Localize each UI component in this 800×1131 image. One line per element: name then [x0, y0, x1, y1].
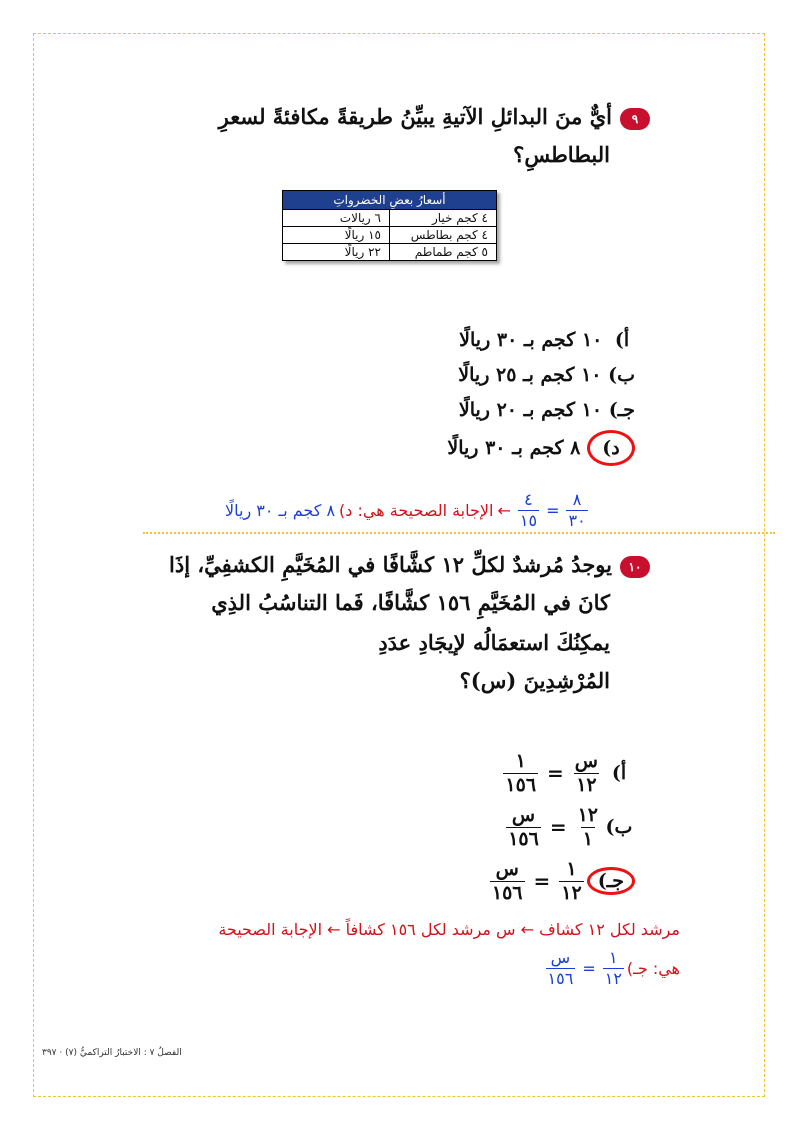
table-row: ٤ كجم بطاطس ١٥ ريالًا: [283, 227, 497, 244]
fraction: $\frac{١}{١٥٦}$: [505, 749, 537, 796]
question-9-answer: ٨ كجم بـ ٣٠ ريالًا الإجابة الصحيحة هي: د) ← $\frac{٤}{١٥}$ = $\frac{٨}{٣٠}$: [225, 489, 586, 530]
question-10-number: ١٠: [620, 556, 650, 578]
page-footer: الفصلُ ٧ : الاختبارُ التراكميُّ (٧) · ٣٩٧: [42, 1048, 182, 1058]
question-10-answer-line2: هي: جـ) $\frac{١}{١٢}$ = $\frac{\text{س}}{١٥٦}$: [547, 948, 680, 988]
page-number: ٣٩٧: [42, 1048, 57, 1058]
fraction: $\frac{\text{س}}{١٥٦}$: [547, 948, 574, 988]
question-10-text: ١٠يوجدُ مُرشدٌ لكلِّ ١٢ كشَّافًا في المُخَيَّمِ الكشفِيِّ، إذَا كانَ في المُخَيَّمِ ١٥٦ كشَّافًا، فَما التناسُبُ الذِي يمكِنُكَ استعمَالُه لإيجَادِ عدَدِ المُرْشِدِينَ (س)؟: [60, 548, 650, 698]
question-9-text: ٩أيٌّ منَ البدائلِ الآتيةِ يبيِّنُ طريقةً مكافئةً لسعرِ: [90, 100, 650, 134]
correct-answer-circle: جـ): [587, 867, 635, 895]
fraction: $\frac{\text{س}}{١٥٦}$: [508, 803, 539, 850]
question-9-text-line2: البطاطسِ؟: [513, 142, 610, 167]
question-9-number: ٩: [620, 108, 650, 130]
table-row: ٥ كجم طماطم ٢٢ ريالًا: [283, 244, 497, 261]
option-c[interactable]: جـ) $\frac{١}{١٢}$ = $\frac{\text{س}}{١٥٦}$: [375, 858, 635, 904]
option-d[interactable]: د) ٨ كجم بـ ٣٠ ريالًا: [335, 430, 635, 460]
correct-answer-circle: د): [587, 430, 635, 466]
option-a[interactable]: أ) ١٠ كجم بـ ٣٠ ريالًا: [459, 329, 630, 351]
fraction: $\frac{٨}{٣٠}$: [568, 489, 586, 530]
fraction: $\frac{\text{س}}{١٥٦}$: [491, 857, 523, 904]
fraction: $\frac{١}{١٢}$: [604, 948, 622, 988]
fraction: $\frac{\text{س}}{١٢}$: [574, 749, 598, 796]
option-c[interactable]: جـ) ١٠ كجم بـ ٢٠ ريالًا: [458, 399, 635, 421]
equals-sign: =: [546, 500, 560, 520]
table-header: أسعارُ بعضِ الخضرواتِ: [283, 191, 497, 210]
question-10-options: [375, 750, 635, 904]
arrow-icon: ←: [497, 500, 511, 520]
fraction: $\frac{٤}{١٥}$: [519, 489, 538, 530]
option-a[interactable]: أ) $\frac{\text{س}}{١٢}$ = $\frac{١}{١٥٦}$: [505, 749, 627, 796]
fraction: $\frac{١٢}{١}$: [577, 803, 598, 850]
question-10-answer-line1: مرشد لكل ١٢ كشاف ← س مرشد لكل ١٥٦ كشافاً ← الإجابة الصحيحة: [218, 920, 680, 939]
option-b[interactable]: ب) $\frac{١٢}{١}$ = $\frac{\text{س}}{١٥٦}$: [508, 803, 633, 850]
question-9-options: [335, 325, 635, 460]
fraction: $\frac{١}{١٢}$: [561, 857, 582, 904]
section-divider: [143, 532, 775, 534]
option-b[interactable]: ب) ١٠ كجم بـ ٢٥ ريالًا: [458, 364, 635, 386]
prices-table: [282, 190, 497, 261]
table-row: ٤ كجم خيار ٦ ريالات: [283, 210, 497, 227]
chapter-label: الفصلُ ٧ : الاختبارُ التراكميُّ (٧): [65, 1048, 182, 1058]
